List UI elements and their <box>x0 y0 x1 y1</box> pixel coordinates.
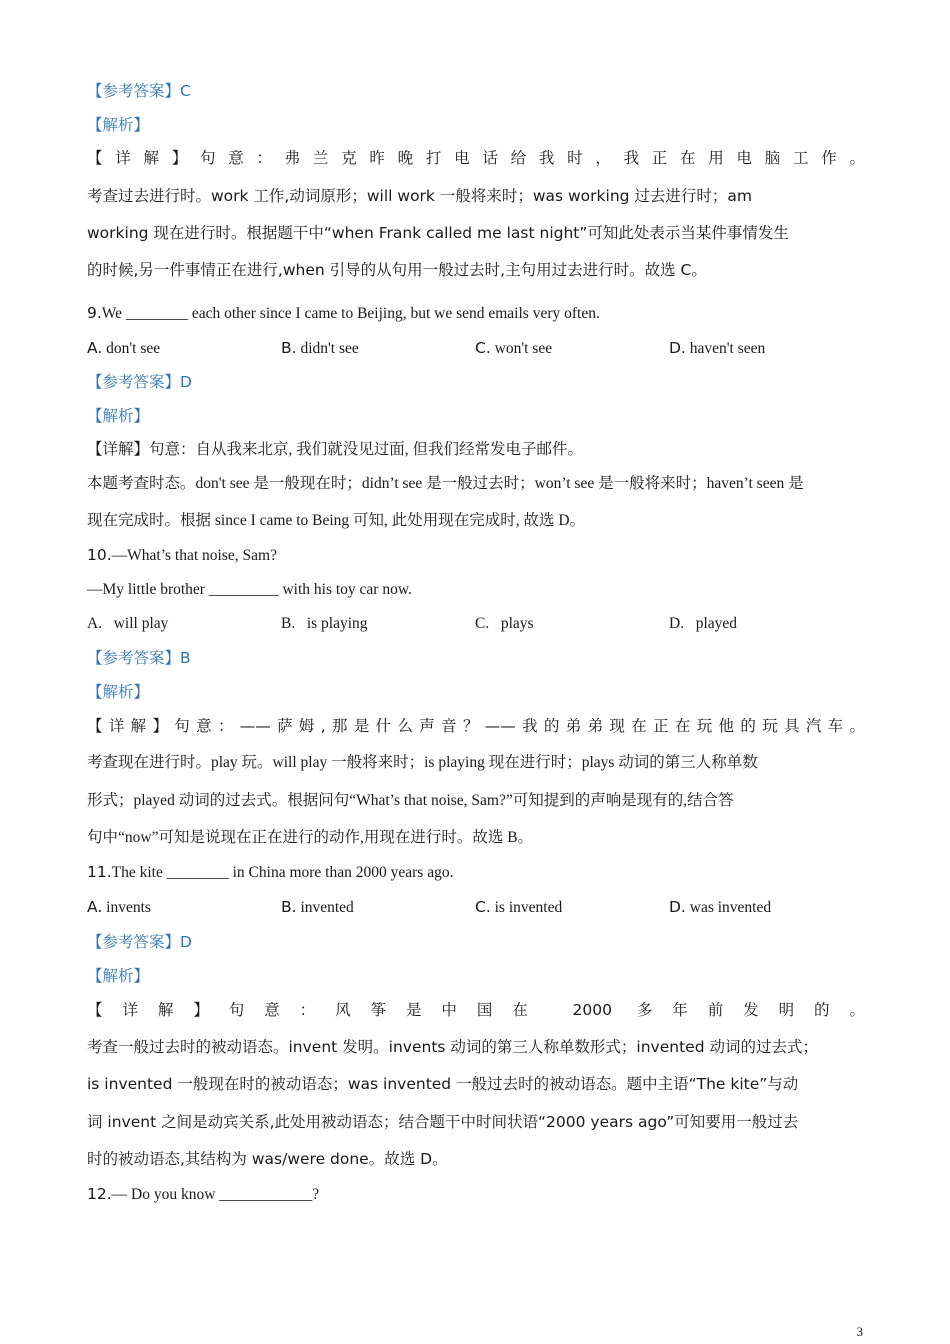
q10-option-c: C. plays <box>475 615 534 632</box>
q11-explanation-line-3: 词 invent 之间是动宾关系,此处用被动语态；结合题干中时间状语“2000 years ago”可知要用一般过去 <box>87 1113 799 1131</box>
q9-option-c: C. won't see <box>475 339 553 357</box>
q11-stem: 11.The kite ________ in China more than 2000 years ago. <box>87 863 454 881</box>
q9-number: 9. <box>87 304 102 322</box>
q9-detail: 【详解】句意：自从我来北京, 我们就没见过面, 但我们经常发电子邮件。 <box>87 441 584 458</box>
q10-explanation-line-3: 句中“now”可知是说现在正在进行的动作,用现在进行时。故选 B。 <box>87 829 534 846</box>
q9-option-b: B. didn't see <box>281 339 359 357</box>
q10-explanation-line-2: 形式；played 动词的过去式。根据问句“What’s that noise, Sam?”可知提到的声响是现有的,结合答 <box>87 792 734 809</box>
q10-option-a: A. will play <box>87 615 169 632</box>
q10-detail: 【详解】句意：——萨姆,那是什么声音？——我的弟弟现在正在玩他的玩具汽车。 <box>87 717 865 735</box>
q8-analysis-heading: 【解析】 <box>87 116 150 134</box>
q8-explanation-line-2: working 现在进行时。根据题干中“when Frank called me last night”可知此处表示当某件事情发生 <box>87 224 789 242</box>
q11-explanation-line-4: 时的被动语态,其结构为 was/were done。故选 D。 <box>87 1150 448 1168</box>
q11-option-a: A. invents <box>87 898 151 916</box>
q10-option-d: D. played <box>669 615 738 632</box>
q11-explanation-line-1: 考查一般过去时的被动语态。invent 发明。invents 动词的第三人称单数形式；invented 动词的过去式； <box>87 1038 818 1056</box>
page-number: 3 <box>856 1324 863 1339</box>
q9-stem: 9.We ________ each other since I came to Beijing, but we send emails very often. <box>87 304 600 322</box>
q10-option-b: B. is playing <box>281 615 368 632</box>
q10-answer: 【参考答案】B <box>87 649 191 667</box>
q10-explanation-line-1: 考查现在进行时。play 玩。will play 一般将来时；is playing 现在进行时；plays 动词的第三人称单数 <box>87 754 758 771</box>
q12-number: 12. <box>87 1185 112 1203</box>
q11-detail: 【详解】句意：风筝是中国在 2000 多年前发明的。 <box>87 1001 865 1019</box>
q11-analysis-heading: 【解析】 <box>87 967 150 985</box>
q8-detail: 【详解】句意：弗兰克昨晚打电话给我时，我正在用电脑工作。 <box>87 149 865 167</box>
q11-option-b: B. invented <box>281 898 354 916</box>
q11-number: 11. <box>87 863 112 881</box>
q10-stem-1: 10.—What’s that noise, Sam? <box>87 546 277 564</box>
q8-explanation-line-1: 考查过去进行时。work 工作,动词原形；will work 一般将来时；was working 过去进行时；am <box>87 187 753 205</box>
q9-explanation-line-2: 现在完成时。根据 since I came to Being 可知, 此处用现在完成时, 故选 D。 <box>87 512 586 529</box>
q8-answer: 【参考答案】C <box>87 82 191 100</box>
q9-answer: 【参考答案】D <box>87 373 192 391</box>
q9-option-a: A. don't see <box>87 339 161 357</box>
q11-answer: 【参考答案】D <box>87 933 192 951</box>
q12-stem: 12.— Do you know ____________? <box>87 1185 320 1203</box>
q8-explanation-line-3: 的时候,另一件事情正在进行,when 引导的从句用一般过去时,主句用过去进行时。故选 C。 <box>87 261 707 279</box>
q10-number: 10. <box>87 546 112 564</box>
q11-option-c: C. is invented <box>475 898 563 916</box>
q11-explanation-line-2: is invented 一般现在时的被动语态；was invented 一般过去时的被动语态。题中主语“The kite”与动 <box>87 1075 799 1093</box>
q10-analysis-heading: 【解析】 <box>87 683 150 701</box>
q11-option-d: D. was invented <box>669 898 772 916</box>
q9-option-d: D. haven't seen <box>669 339 766 357</box>
q10-stem-2: —My little brother _________ with his toy car now. <box>87 581 412 598</box>
q9-analysis-heading: 【解析】 <box>87 407 150 425</box>
q9-explanation-line-1: 本题考查时态。don't see 是一般现在时；didn’t see 是一般过去时；won’t see 是一般将来时；haven’t seen 是 <box>87 475 804 492</box>
